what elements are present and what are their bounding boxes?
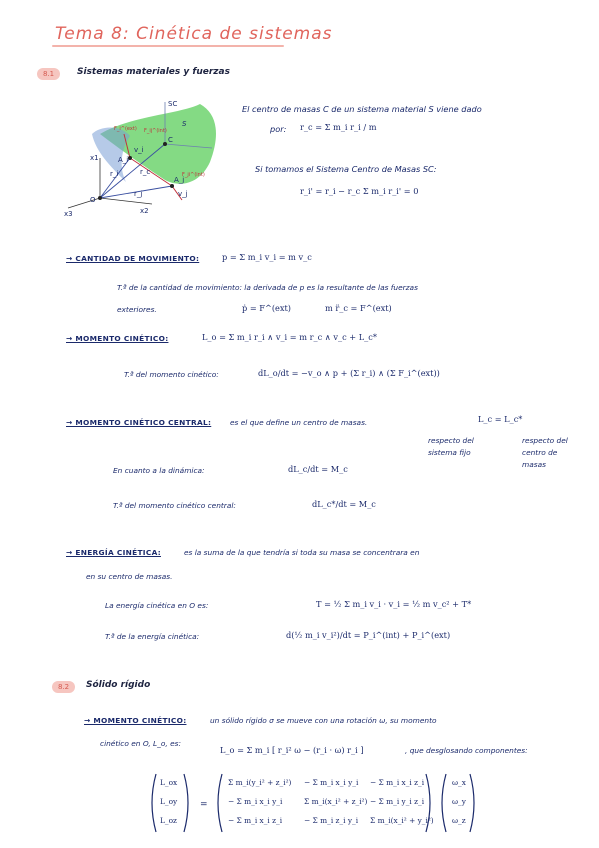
text-line: es el que define un centro de masas. [230,418,368,427]
lhs-entry: L_ox [160,778,178,787]
text-line: es la suma de la que tendría si toda su masa se concentrara en [184,548,420,557]
text-line: En cuanto a la dinámica: [113,466,205,475]
system-figure [60,96,232,220]
figure-label: v_i [134,146,144,154]
point-aj [170,184,174,188]
rhs-entry: ω_z [452,816,466,825]
annotation: centro de [522,448,558,457]
intro-label: por: [270,124,287,134]
section-number: 8.2 [52,681,75,693]
heading-energia: → ENERGÍA CINÉTICA: [66,548,161,557]
heading-momento: → MOMENTO CINÉTICO: [66,334,169,343]
text-line: T.ª de la energía cinética: [105,632,200,641]
annotation: masas [522,460,546,469]
text-line: , que desglosando componentes: [405,746,528,755]
text-line: un sólido rígido σ se mueve con una rotación ω, su momento [210,716,437,725]
figure-label: A_i [118,156,129,164]
figure-label: x1 [90,154,99,162]
figure-label: r_j [134,190,143,198]
point-c [163,142,167,146]
text-line: exteriores. [117,305,157,314]
heading-central: → MOMENTO CINÉTICO CENTRAL: [66,418,212,427]
text-line: en su centro de masas. [86,572,173,581]
page-title: Tema 8: Cinética de sistemas [55,24,333,44]
equation: L_o = Σ m_i r_i ∧ v_i = m r_c ∧ v_c + L_c* [202,332,377,342]
figure-label: v_j [178,190,188,198]
equation: d(½ m_i v_i²)/dt = P_i^(int) + P_i^(ext) [286,630,451,640]
text-line: T.ª de la cantidad de movimiento: la derivada de p es la resultante de las fuerzas [117,283,418,292]
figure-label: r_c [140,168,151,176]
equation: m r̈_c = F^(ext) [325,303,392,313]
axis-x2 [100,198,152,204]
point-ai [128,156,132,160]
matrix-cell: − Σ m_i z_i y_i [304,816,359,825]
annotation: respecto del [522,436,568,445]
figure-label: F_ij^(int) [144,128,167,134]
equation: L_o = Σ m_i [ r_i² ω − (r_i · ω) r_i ] [220,745,364,755]
rhs-entry: ω_y [452,797,466,806]
section-number: 8.1 [37,68,60,80]
lhs-entry: L_oy [160,797,178,806]
section-title: Sólido rígido [86,680,151,690]
equation: dL_c*/dt = M_c [312,499,376,509]
svg-text:=: = [200,800,208,810]
heading-cantidad: → CANTIDAD DE MOVIMIENTO: [66,254,200,263]
intro-equation: r_c = Σ m_i r_i / m [300,122,377,132]
equation: dL_c/dt = M_c [288,464,348,474]
text-line: La energía cinética en O es: [105,601,209,610]
equation: p = Σ m_i v_i = m v_c [222,252,312,262]
section-title: Sistemas materiales y fuerzas [77,67,230,77]
equation: dL_o/dt = −v_o ∧ p + (Σ r_i) ∧ (Σ F_i^(ext)) [258,368,440,378]
intro-line: Si tomamos el Sistema Centro de Masas SC: [255,164,437,174]
figure-label: F_i^(ext) [114,126,137,132]
rhs-entry: ω_x [452,778,466,787]
annotation: sistema fijo [428,448,471,457]
intro-equation: r_i' = r_i − r_c Σ m_i r_i' = 0 [300,186,419,196]
matrix-cell: − Σ m_i y_i z_i [370,797,425,806]
matrix-cell: Σ m_i(x_i² + y_i²) [370,816,434,825]
heading-solido: → MOMENTO CINÉTICO: [84,716,187,725]
equation: L_c = L_c* [478,414,523,424]
matrix-cell: − Σ m_i x_i y_i [304,778,359,787]
lhs-entry: L_oz [160,816,177,825]
figure-label: x2 [140,207,149,215]
matrix-cell: − Σ m_i x_i z_i [228,816,283,825]
point-o [98,196,102,200]
figure-label: x3 [64,210,73,218]
figure-label: S [182,120,187,128]
matrix-cell: Σ m_i(y_i² + z_i²) [228,778,292,787]
equation: T = ½ Σ m_i v_i · v_i = ½ m v_c² + T* [316,599,472,609]
matrix-cell: − Σ m_i x_i y_i [228,797,283,806]
equation: ṗ = F^(ext) [242,303,291,313]
text-line: cinético en O, L_o, es: [100,739,181,748]
figure-label: SC [168,100,178,108]
figure-label: r_i [110,170,119,178]
text-line: T.ª del momento cinético central: [113,501,236,510]
intro-line: El centro de masas C de un sistema material S viene dado [242,104,482,114]
matrix-cell: − Σ m_i x_i z_i [370,778,425,787]
theorem-label: T.ª del momento cinético: [124,370,219,379]
figure-label: C [168,136,173,144]
annotation: respecto del [428,436,474,445]
figure-label: F_ji^(int) [182,172,205,178]
matrix-cell: Σ m_i(x_i² + z_i²) [304,797,368,806]
figure-label: O [90,196,96,204]
figure-label: A_j [174,176,185,184]
title-underline [52,45,284,47]
